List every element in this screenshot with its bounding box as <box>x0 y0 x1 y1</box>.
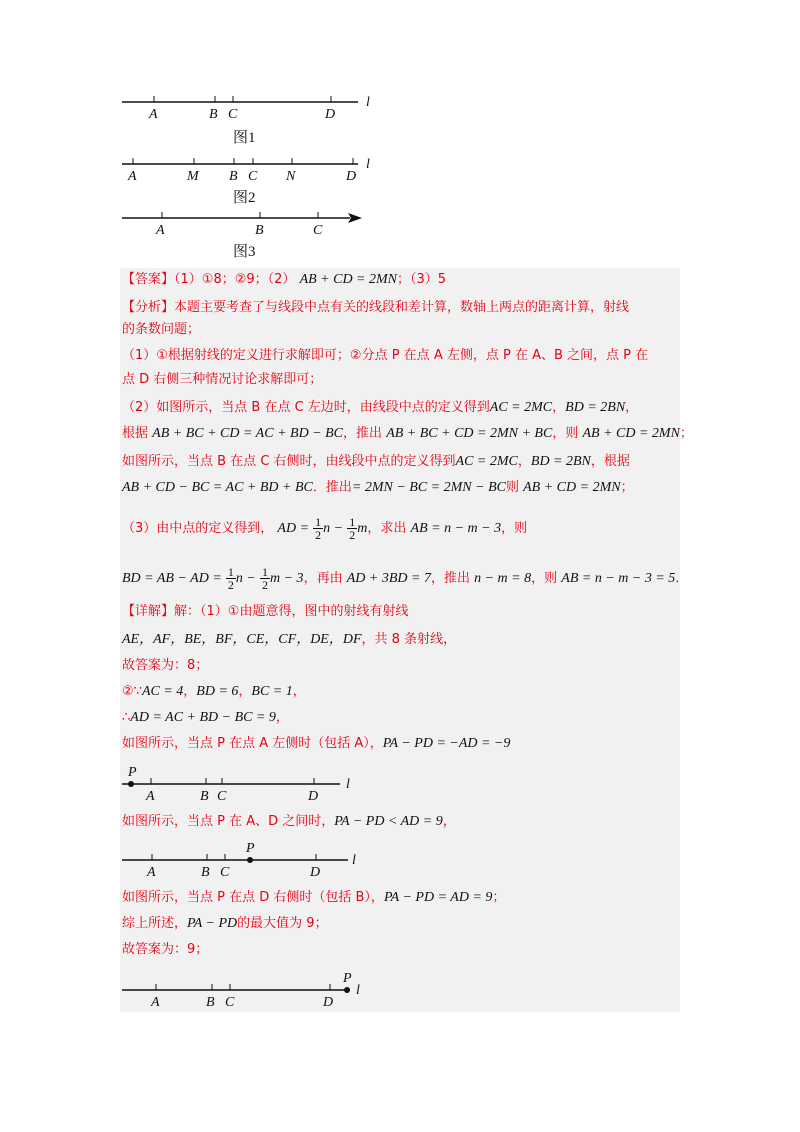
analysis-8-text-b: 则 <box>505 480 519 495</box>
figure-2-caption: 图2 <box>233 190 256 206</box>
analysis-9-text-c: ，则 <box>501 521 528 536</box>
fig1-point-C: C <box>228 107 238 122</box>
detail-line-10: 故答案为：9； <box>122 942 209 957</box>
detail-line-7: 如图所示，当点 P 在 A、D 之间时，PA − PD < AD = 9， <box>122 814 456 829</box>
analysis-line-3: （1）①根据射线的定义进行求解即可；②分点 P 在点 A 左侧，点 P 在 A、B 之间，点 P 在 <box>122 348 649 363</box>
case2-point-B: B <box>201 865 210 880</box>
case-1-figure <box>118 762 368 804</box>
analysis-6-math-1: AB + BC + CD = AC + BD − BC <box>152 426 344 441</box>
detail-text-2: ，共 8 条射线， <box>361 632 457 647</box>
fig2-line-label: l <box>366 157 370 172</box>
detail-9-math: PA − PD <box>187 916 238 931</box>
detail-4-math-3: BC = 1 <box>251 684 293 699</box>
analysis-8-math-1: AB + CD − BC = AC + BD + BC <box>122 480 313 495</box>
analysis-8-math-3: AB + CD = 2MN <box>523 480 621 495</box>
case3-point-B: B <box>206 995 215 1008</box>
case3-line-label: l <box>356 983 360 998</box>
fig3-point-A: A <box>156 223 165 238</box>
fig1-point-B: B <box>209 107 218 122</box>
case-2-figure <box>118 838 368 880</box>
analysis-10-text-c: ，则 <box>531 571 558 586</box>
detail-6-text: 如图所示，当点 P 在点 A 左侧时（包括 A）， <box>122 736 383 751</box>
detail-4-text: ②∵ <box>122 684 142 699</box>
detail-6-math: PA − PD = −AD = −9 <box>382 736 511 751</box>
figure-3-ray <box>118 208 368 240</box>
analysis-9-math-1: AD = <box>277 521 310 536</box>
fraction-half-m-2: $\frac{1}{2}$ <box>262 565 268 592</box>
fig2-point-D: D <box>346 169 357 184</box>
case1-point-A: A <box>146 789 155 804</box>
analysis-line-2: 的条数问题； <box>122 322 201 337</box>
fraction-half-m: $\frac{1}{2}$ <box>349 515 356 542</box>
detail-4-math-1: AC = 4 <box>141 684 184 699</box>
analysis-8-text-a: ．推出 <box>312 480 352 495</box>
analysis-9-math-2: AB = n − m − 3 <box>410 521 502 536</box>
case1-point-B: B <box>200 789 209 804</box>
case2-point-A: A <box>147 865 156 880</box>
fig2-point-B: B <box>229 169 238 184</box>
case1-line-label: l <box>346 777 350 792</box>
analysis-line-5: （2）如图所示，当点 B 在点 C 左边时，由线段中点的定义得到AC = 2MC，BD = 2BN， <box>122 400 639 415</box>
analysis-line-10: BD = AB − AD = $\frac{1}{2}$ n − $\frac{1}{2}$ m − 3，再由 AD + 3BD = 7，推出 n − m = 8，则 AB = n − m − 3 = 5． <box>122 565 689 592</box>
answer-math: AB + CD = 2MN <box>299 272 398 287</box>
case1-point-D: D <box>308 789 319 804</box>
case2-line-label: l <box>352 853 356 868</box>
fig2-point-M: M <box>187 169 199 184</box>
case3-point-D: D <box>323 995 334 1008</box>
detail-5-text: ∴ <box>122 710 131 725</box>
analysis-line-9: （3）由中点的定义得到， AD = $\frac{1}{2}$ n − $\frac{1}{2}$ m，求出 AB = n − m − 3，则 <box>122 515 528 542</box>
answer-tag: 【答案】 <box>122 272 175 287</box>
figure-1-caption: 图1 <box>233 130 256 146</box>
analysis-6-text-c: ，则 <box>552 426 579 441</box>
detail-line-8: 如图所示，当点 P 在点 D 右侧时（包括 B），PA − PD = AD = 9； <box>122 890 506 905</box>
detail-line-3: 故答案为：8； <box>122 658 209 673</box>
case1-point-P: P <box>128 765 137 780</box>
detail-line-5: ∴AD = AC + BD − BC = 9， <box>122 710 289 725</box>
case2-point-D: D <box>310 865 321 880</box>
fig2-point-N: N <box>286 169 296 184</box>
detail-5-math: AD = AC + BD − BC = 9 <box>130 710 276 725</box>
analysis-7-text: 如图所示，当点 B 在点 C 右侧时，由线段中点的定义得到 <box>122 454 456 469</box>
analysis-line-7: 如图所示，当点 B 在点 C 右侧时，由线段中点的定义得到AC = 2MC，BD = 2BN，根据 <box>122 454 630 469</box>
fig2-point-A: A <box>128 169 137 184</box>
case2-point-C: C <box>220 865 230 880</box>
case2-point-P: P <box>246 841 255 856</box>
analysis-text-1: 本题主要考查了与线段中点有关的线段和差计算，数轴上两点的距离计算，射线 <box>174 300 630 315</box>
fig1-point-D: D <box>325 107 336 122</box>
detail-9-text-b: 的最大值为 9； <box>237 916 328 931</box>
fraction-half-n: $\frac{1}{2}$ <box>315 515 322 542</box>
analysis-10-math-4: AB = n − m − 3 = 5 <box>561 571 676 586</box>
fraction-half-n-2: $\frac{1}{2}$ <box>227 565 234 592</box>
detail-line-4: ②∵AC = 4，BD = 6，BC = 1， <box>122 684 306 699</box>
analysis-10-math-1: BD = AB − AD = <box>122 571 222 586</box>
figure-3-caption: 图3 <box>233 244 256 260</box>
analysis-5-math-1: AC = 2MC <box>489 400 553 415</box>
analysis-9-text-b: ，求出 <box>367 521 407 536</box>
detail-7-text: 如图所示，当点 P 在 A、D 之间时， <box>122 814 335 829</box>
detail-line-9 <box>122 914 328 934</box>
detail-text-1: 解：（1）①由题意得，图中的射线有射线 <box>174 604 409 619</box>
analysis-line-4: 点 D 右侧三种情况讨论求解即可； <box>122 372 323 387</box>
analysis-9-text-a: （3）由中点的定义得到， <box>122 521 274 536</box>
detail-4-math-2: BD = 6 <box>196 684 239 699</box>
detail-9-text-a: 综上所述， <box>122 916 188 931</box>
fig1-line-label: l <box>366 95 370 110</box>
detail-tag: 【详解】 <box>122 604 175 619</box>
case3-point-A: A <box>151 995 160 1008</box>
analysis-7-math-1: AC = 2MC <box>455 454 518 469</box>
figure-1-number-line <box>118 92 388 124</box>
fig3-point-C: C <box>313 223 323 238</box>
analysis-10-math-2: AD + 3BD = 7 <box>346 571 431 586</box>
detail-rays-math: AE，AF，BE，BF，CE，CF，DE，DF <box>122 632 362 647</box>
answer-line <box>122 270 446 290</box>
case3-point-P: P <box>343 971 352 986</box>
analysis-6-math-3: AB + CD = 2MN <box>582 426 680 441</box>
analysis-tag: 【分析】 <box>122 300 175 315</box>
analysis-5-math-2: BD = 2BN <box>565 400 626 415</box>
detail-7-math: PA − PD < AD = 9 <box>334 814 443 829</box>
detail-line-2 <box>122 630 456 650</box>
analysis-7-math-2: BD = 2BN <box>530 454 591 469</box>
fig1-point-A: A <box>149 107 158 122</box>
detail-8-math: PA − PD = AD = 9 <box>383 890 493 905</box>
answer-text-a: （1）①8；②9；（2） <box>174 272 296 287</box>
analysis-line-8: AB + CD − BC = AC + BD + BC．推出= 2MN − BC = 2MN − BC则 AB + CD = 2MN； <box>122 480 634 495</box>
case1-point-C: C <box>217 789 227 804</box>
answer-text-b: ；（3）5 <box>397 272 447 287</box>
analysis-10-text-a: ，再由 <box>303 571 343 586</box>
analysis-7-text-b: ，根据 <box>590 454 630 469</box>
figure-2-number-line <box>118 152 388 184</box>
analysis-10-math-3: n − m = 8 <box>474 571 532 586</box>
case-3-figure <box>118 966 368 1008</box>
analysis-8-math-2: = 2MN − BC = 2MN − BC <box>351 480 506 495</box>
analysis-6-text-a: 根据 <box>122 426 149 441</box>
analysis-6-math-2: AB + BC + CD = 2MN + BC <box>386 426 553 441</box>
detail-line-6 <box>122 734 510 754</box>
analysis-6-text-b: ，推出 <box>343 426 383 441</box>
case3-point-C: C <box>225 995 235 1008</box>
fig2-point-C: C <box>248 169 258 184</box>
analysis-10-text-b: ，推出 <box>430 571 470 586</box>
detail-8-text: 如图所示，当点 P 在点 D 右侧时（包括 B）， <box>122 890 384 905</box>
detail-line-1 <box>122 602 408 622</box>
analysis-line-1 <box>122 298 629 318</box>
fig3-point-B: B <box>255 223 264 238</box>
analysis-line-6: 根据 AB + BC + CD = AC + BD − BC，推出 AB + BC + CD = 2MN + BC，则 AB + CD = 2MN； <box>122 426 693 441</box>
analysis-5-text: （2）如图所示，当点 B 在点 C 左边时，由线段中点的定义得到 <box>122 400 490 415</box>
